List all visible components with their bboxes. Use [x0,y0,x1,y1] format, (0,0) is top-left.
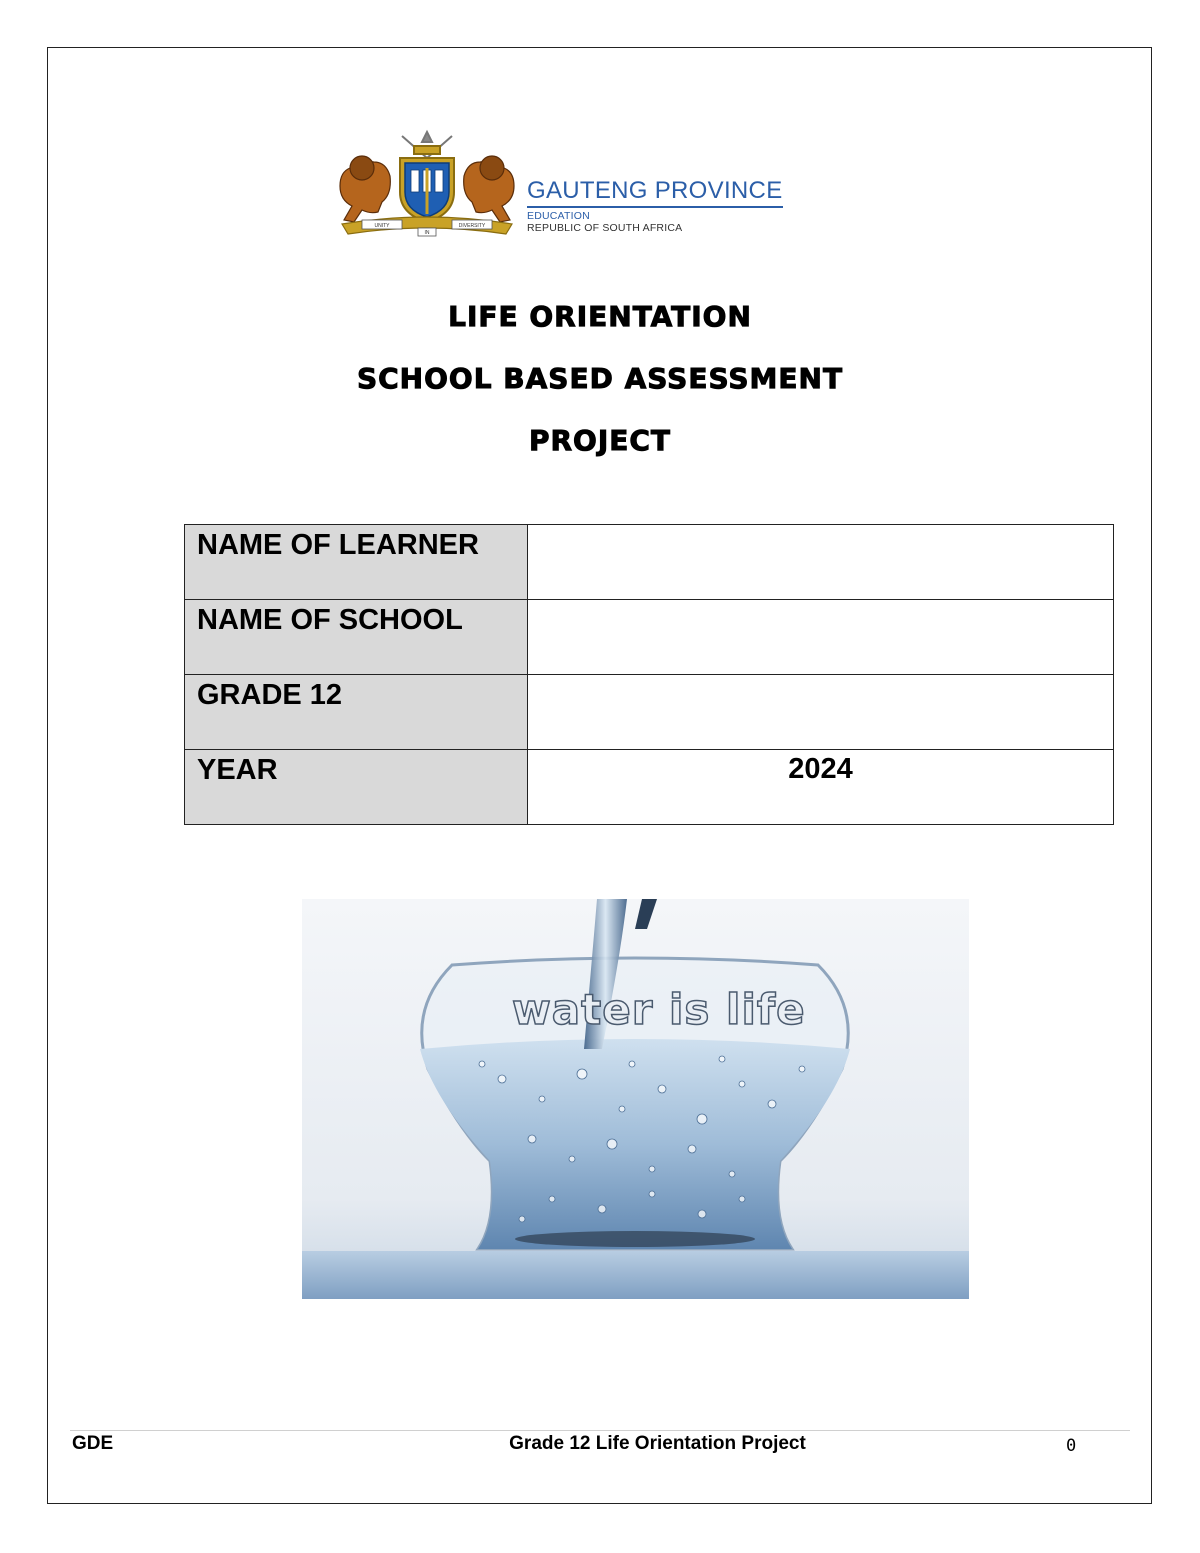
footer-title: Grade 12 Life Orientation Project [509,1433,806,1454]
learner-info-table [184,524,1114,825]
water-glass-illustration [302,899,969,1299]
label-grade: GRADE 12 [185,675,528,750]
picture-caption: water is life [512,985,806,1034]
table-row [185,675,1114,750]
label-name-of-learner: NAME OF LEARNER [185,525,528,600]
field-name-of-school[interactable] [528,600,1114,675]
page-number: 0 [1066,1436,1077,1456]
gauteng-logo [332,128,802,240]
org-department: EDUCATION [527,210,590,222]
crest-text-unity: UNITY [374,223,390,229]
field-name-of-learner[interactable] [528,525,1114,600]
footer-divider [70,1430,1130,1431]
org-country: REPUBLIC OF SOUTH AFRICA [527,222,683,234]
org-title: GAUTENG PROVINCE [527,177,783,208]
crest-text-in: IN [424,230,430,236]
table-row [185,750,1114,825]
label-name-of-school: NAME OF SCHOOL [185,600,528,675]
org-block [527,177,783,234]
title-life-orientation: LIFE ORIENTATION [448,300,752,333]
crest-text-diversity: DIVERSITY [458,223,486,229]
title-sba: SCHOOL BASED ASSESSMENT [356,362,844,395]
footer-left-text: GDE [72,1433,114,1454]
table-row [185,600,1114,675]
field-year[interactable]: 2024 [528,750,1114,825]
field-grade[interactable] [528,675,1114,750]
water-glass-image [302,899,969,1299]
label-year: YEAR [185,750,528,825]
title-project: PROJECT [528,424,672,457]
coat-of-arms-icon [332,128,522,240]
table-row [185,525,1114,600]
